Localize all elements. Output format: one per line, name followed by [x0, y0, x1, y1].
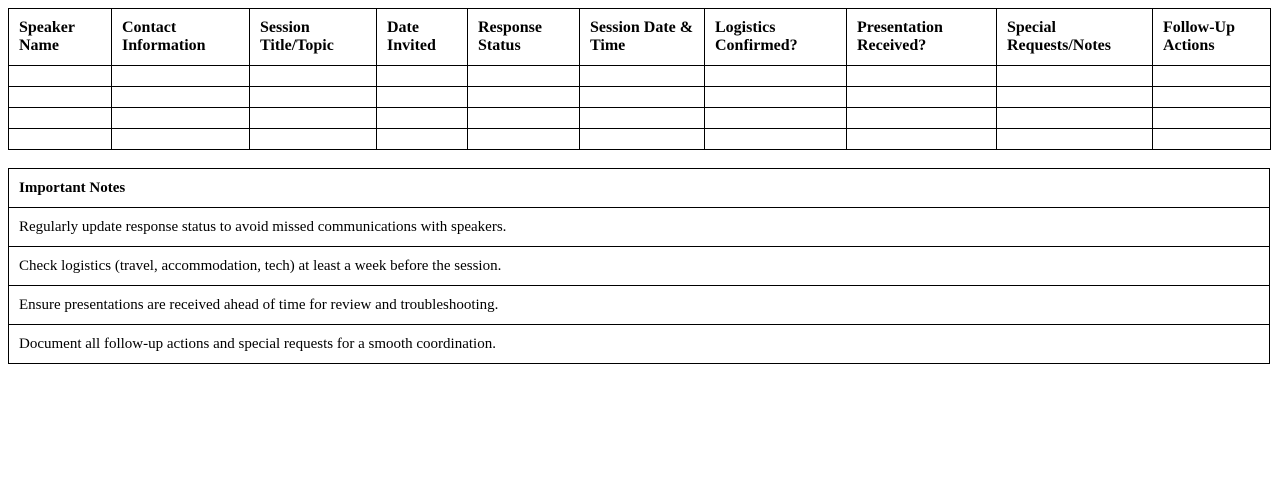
- table-cell[interactable]: [468, 108, 580, 129]
- note-text: Regularly update response status to avoid missed communications with speakers.: [9, 208, 1270, 247]
- table-cell[interactable]: [997, 87, 1153, 108]
- table-cell[interactable]: [1153, 108, 1271, 129]
- column-header-date-invited: Date Invited: [377, 9, 468, 66]
- table-cell[interactable]: [1153, 66, 1271, 87]
- table-cell[interactable]: [847, 87, 997, 108]
- column-header-logistics-confirmed: Logistics Confirmed?: [705, 9, 847, 66]
- tracker-header-row: [9, 9, 1271, 66]
- table-row: [9, 129, 1271, 150]
- table-cell[interactable]: [9, 66, 112, 87]
- list-item: [9, 247, 1270, 286]
- important-notes-table: [8, 168, 1270, 364]
- table-cell[interactable]: [9, 87, 112, 108]
- table-cell[interactable]: [580, 87, 705, 108]
- table-cell[interactable]: [250, 108, 377, 129]
- note-text: Ensure presentations are received ahead of time for review and troubleshooting.: [9, 286, 1270, 325]
- column-header-session-date-time: Session Date & Time: [580, 9, 705, 66]
- notes-header-row: [9, 169, 1270, 208]
- table-row: [9, 66, 1271, 87]
- table-cell[interactable]: [9, 129, 112, 150]
- table-cell[interactable]: [377, 66, 468, 87]
- table-cell[interactable]: [112, 129, 250, 150]
- table-cell[interactable]: [112, 108, 250, 129]
- table-row: [9, 108, 1271, 129]
- table-cell[interactable]: [112, 87, 250, 108]
- table-cell[interactable]: [468, 129, 580, 150]
- table-cell[interactable]: [847, 108, 997, 129]
- note-text: Document all follow-up actions and special requests for a smooth coordination.: [9, 325, 1270, 364]
- speaker-tracker-table: [8, 8, 1271, 150]
- table-cell[interactable]: [705, 87, 847, 108]
- table-cell[interactable]: [1153, 129, 1271, 150]
- note-text: Check logistics (travel, accommodation, tech) at least a week before the session.: [9, 247, 1270, 286]
- column-header-response-status: Response Status: [468, 9, 580, 66]
- column-header-session-title: Session Title/Topic: [250, 9, 377, 66]
- table-cell[interactable]: [847, 66, 997, 87]
- table-cell[interactable]: [250, 129, 377, 150]
- table-cell[interactable]: [705, 108, 847, 129]
- list-item: [9, 286, 1270, 325]
- list-item: [9, 325, 1270, 364]
- table-cell[interactable]: [468, 87, 580, 108]
- table-cell[interactable]: [997, 66, 1153, 87]
- notes-title: Important Notes: [9, 169, 1270, 208]
- table-cell[interactable]: [377, 108, 468, 129]
- table-cell[interactable]: [997, 108, 1153, 129]
- table-row: [9, 87, 1271, 108]
- table-cell[interactable]: [9, 108, 112, 129]
- column-header-speaker-name: Speaker Name: [9, 9, 112, 66]
- table-cell[interactable]: [705, 129, 847, 150]
- column-header-special-requests: Special Requests/Notes: [997, 9, 1153, 66]
- page-content: [8, 8, 1270, 364]
- table-cell[interactable]: [705, 66, 847, 87]
- table-cell[interactable]: [112, 66, 250, 87]
- table-cell[interactable]: [250, 66, 377, 87]
- table-cell[interactable]: [580, 129, 705, 150]
- table-cell[interactable]: [250, 87, 377, 108]
- table-cell[interactable]: [847, 129, 997, 150]
- column-header-follow-up-actions: Follow-Up Actions: [1153, 9, 1271, 66]
- table-cell[interactable]: [468, 66, 580, 87]
- column-header-contact-information: Contact Information: [112, 9, 250, 66]
- table-cell[interactable]: [1153, 87, 1271, 108]
- table-cell[interactable]: [580, 66, 705, 87]
- table-cell[interactable]: [580, 108, 705, 129]
- list-item: [9, 208, 1270, 247]
- table-cell[interactable]: [997, 129, 1153, 150]
- column-header-presentation-received: Presentation Received?: [847, 9, 997, 66]
- table-cell[interactable]: [377, 129, 468, 150]
- table-cell[interactable]: [377, 87, 468, 108]
